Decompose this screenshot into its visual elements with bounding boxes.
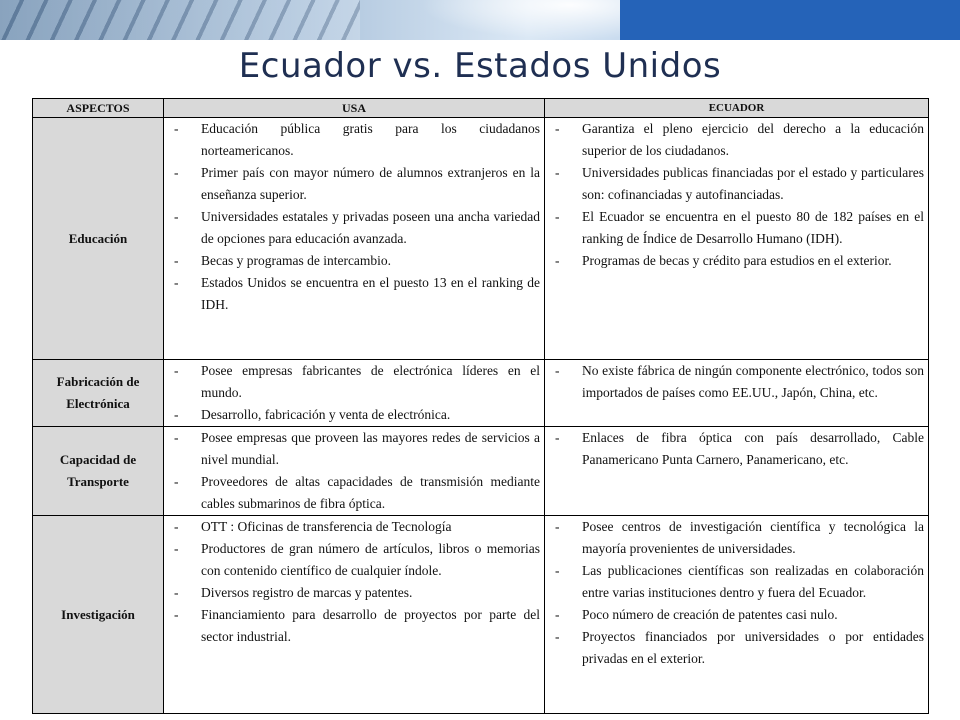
list-item: - OTT : Oficinas de transferencia de Tecnología <box>174 519 452 534</box>
list-item-text: Enlaces de fibra óptica con país desarrollado, Cable Panamericano Punta Carnero, Panamericano, etc. <box>582 430 924 467</box>
table-row <box>33 360 929 427</box>
list-item-text: Estados Unidos se encuentra en el puesto 13 en el ranking de IDH. <box>201 275 540 312</box>
list-item: - Universidades publicas financiadas por el estado y particulares son: cofinanciadas y autofinanciadas. <box>555 165 924 202</box>
header-banner <box>0 0 960 40</box>
list-item: - No existe fábrica de ningún componente electrónico, todos son importados de países como EE.UU., Japón, China, etc. <box>555 363 924 400</box>
list-item-text: Posee centros de investigación científica y tecnológica la mayoría provenientes de universidades. <box>582 519 924 556</box>
list-item: - Garantiza el pleno ejercicio del derecho a la educación superior de los ciudadanos. <box>555 121 924 158</box>
banner-blue-block <box>620 0 960 40</box>
list-item: - El Ecuador se encuentra en el puesto 80 de 182 países en el ranking de Índice de Desarrollo Humano (IDH). <box>555 209 924 246</box>
aspect-cell: Educación <box>33 118 164 360</box>
list-item-text: Primer país con mayor número de alumnos extranjeros en la enseñanza superior. <box>201 165 540 202</box>
list-item: - Las publicaciones científicas son realizadas en colaboración entre varias instituciones dentro y fuera del Ecuador. <box>555 563 924 600</box>
list-item: - Universidades estatales y privadas poseen una ancha variedad de opciones para educación avanzada. <box>174 209 540 246</box>
list-item: - Posee empresas que proveen las mayores redes de servicios a nivel mundial. <box>174 430 540 467</box>
usa-cell <box>164 516 545 714</box>
aspect-cell: Capacidad de Transporte <box>33 427 164 516</box>
list-item: - Diversos registro de marcas y patentes. <box>174 585 413 600</box>
list-item: - Financiamiento para desarrollo de proyectos por parte del sector industrial. <box>174 607 540 644</box>
ecuador-cell <box>545 516 929 714</box>
list-item: - Posee centros de investigación científica y tecnológica la mayoría provenientes de universidades. <box>555 519 924 556</box>
list-item: - Programas de becas y crédito para estudios en el exterior. <box>555 253 892 268</box>
list-item-text: Programas de becas y crédito para estudios en el exterior. <box>582 253 892 268</box>
list-item-text: Las publicaciones científicas son realizadas en colaboración entre varias instituciones dentro y fuera del Ecuador. <box>582 563 924 600</box>
header-ecuador: ECUADOR <box>545 99 929 118</box>
list-item: - Poco número de creación de patentes casi nulo. <box>555 607 838 622</box>
list-item-text: Becas y programas de intercambio. <box>201 253 392 268</box>
list-item-text: Garantiza el pleno ejercicio del derecho a la educación superior de los ciudadanos. <box>582 121 924 158</box>
list-item: - Primer país con mayor número de alumnos extranjeros en la enseñanza superior. <box>174 165 540 202</box>
list-item: - Proyectos financiados por universidades o por entidades privadas en el exterior. <box>555 629 924 666</box>
list-item-text: Financiamiento para desarrollo de proyectos por parte del sector industrial. <box>201 607 540 644</box>
aspect-cell: Fabricación de Electrónica <box>33 360 164 427</box>
table-row <box>33 427 929 516</box>
table-row <box>33 516 929 714</box>
list-item: - Proveedores de altas capacidades de transmisión mediante cables submarinos de fibra óptica. <box>174 474 540 511</box>
list-item: - Posee empresas fabricantes de electrónica líderes en el mundo. <box>174 363 540 400</box>
list-item-text: Universidades estatales y privadas poseen una ancha variedad de opciones para educación avanzada. <box>201 209 540 246</box>
list-item-text: Posee empresas fabricantes de electrónica líderes en el mundo. <box>201 363 540 400</box>
header-aspectos: ASPECTOS <box>33 99 164 118</box>
keyboard-image <box>0 0 360 40</box>
list-item-text: Diversos registro de marcas y patentes. <box>201 585 413 600</box>
list-item: - Enlaces de fibra óptica con país desarrollado, Cable Panamericano Punta Carnero, Panamericano, etc. <box>555 430 924 467</box>
ecuador-cell <box>545 118 929 360</box>
list-item-text: El Ecuador se encuentra en el puesto 80 de 182 países en el ranking de Índice de Desarrollo Humano (IDH). <box>582 209 924 246</box>
aspect-cell: Investigación <box>33 516 164 714</box>
slide-title: Ecuador vs. Estados Unidos <box>238 46 722 86</box>
table-header-row <box>33 99 929 118</box>
list-item-text: Universidades publicas financiadas por el estado y particulares son: cofinanciadas y autofinanciadas. <box>582 165 924 202</box>
list-item: - Productores de gran número de artículos, libros o memorias con contenido científico de cualquier índole. <box>174 541 540 578</box>
ecuador-cell <box>545 427 929 516</box>
list-item: - Becas y programas de intercambio. <box>174 253 392 268</box>
list-item-text: OTT : Oficinas de transferencia de Tecnología <box>201 519 452 534</box>
ecuador-cell <box>545 360 929 427</box>
usa-cell <box>164 360 545 427</box>
list-item: - Desarrollo, fabricación y venta de electrónica. <box>174 407 451 422</box>
list-item-text: Educación pública gratis para los ciudadanos norteamericanos. <box>201 121 540 158</box>
list-item-text: Desarrollo, fabricación y venta de electrónica. <box>201 407 451 422</box>
list-item-text: Proyectos financiados por universidades o por entidades privadas en el exterior. <box>582 629 924 666</box>
comparison-table <box>32 98 929 714</box>
list-item-text: No existe fábrica de ningún componente electrónico, todos son importados de países como EE.UU., Japón, China, etc. <box>582 363 924 400</box>
table-row <box>33 118 929 360</box>
list-item: - Estados Unidos se encuentra en el puesto 13 en el ranking de IDH. <box>174 275 540 312</box>
header-usa: USA <box>164 99 545 118</box>
list-item: - Educación pública gratis para los ciudadanos norteamericanos. <box>174 121 540 158</box>
list-item-text: Proveedores de altas capacidades de transmisión mediante cables submarinos de fibra óptica. <box>201 474 540 511</box>
usa-cell <box>164 427 545 516</box>
list-item-text: Poco número de creación de patentes casi nulo. <box>582 607 838 622</box>
list-item-text: Posee empresas que proveen las mayores redes de servicios a nivel mundial. <box>201 430 540 467</box>
usa-cell <box>164 118 545 360</box>
list-item-text: Productores de gran número de artículos, libros o memorias con contenido científico de cualquier índole. <box>201 541 540 578</box>
